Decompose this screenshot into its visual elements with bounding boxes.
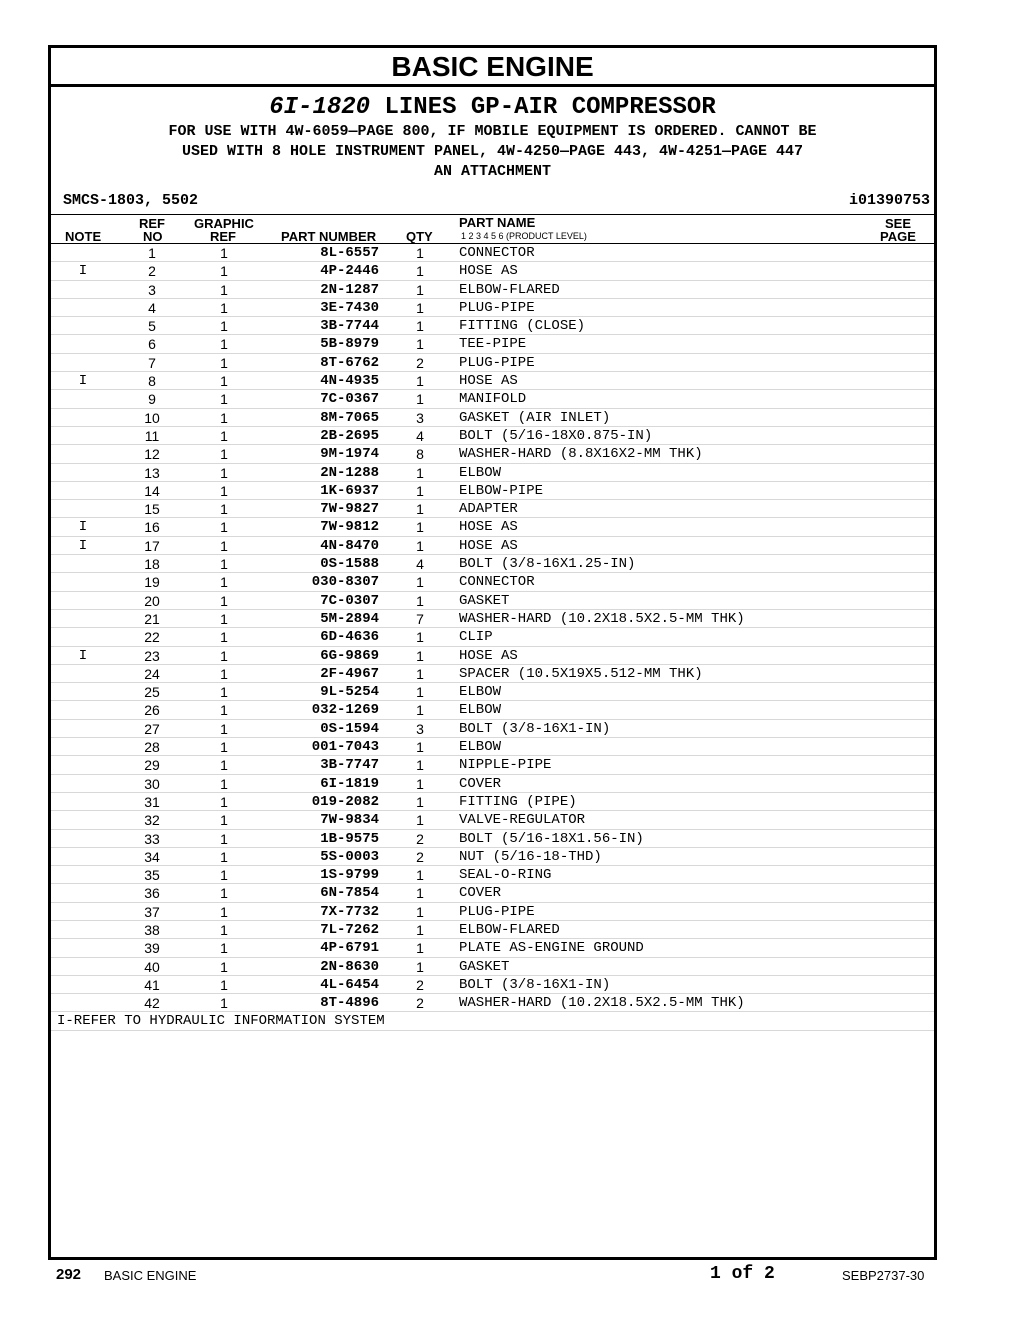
table-row xyxy=(51,738,934,756)
quantity: 3 xyxy=(416,409,424,426)
table-row xyxy=(51,482,934,500)
graphic-ref: 1 xyxy=(220,665,228,682)
footnote: I-REFER TO HYDRAULIC INFORMATION SYSTEM xyxy=(51,1012,934,1031)
quantity: 1 xyxy=(416,793,424,810)
table-row xyxy=(51,244,934,262)
table-row xyxy=(51,884,934,902)
part-number: 9M-1974 xyxy=(320,446,379,463)
table-row xyxy=(51,427,934,445)
ref-number: 8 xyxy=(148,373,156,390)
usage-description xyxy=(51,122,934,182)
table-row xyxy=(51,921,934,939)
part-name: HOSE AS xyxy=(459,373,518,390)
quantity: 3 xyxy=(416,720,424,737)
graphic-ref: 1 xyxy=(220,519,228,536)
graphic-ref: 1 xyxy=(220,684,228,701)
part-number: 6N-7854 xyxy=(320,885,379,902)
quantity: 1 xyxy=(416,921,424,938)
quantity: 1 xyxy=(416,885,424,902)
part-name: ELBOW-FLARED xyxy=(459,921,560,938)
part-name: CONNECTOR xyxy=(459,574,535,591)
part-name: FITTING (CLOSE) xyxy=(459,318,586,335)
graphic-ref: 1 xyxy=(220,610,228,627)
part-number: 7W-9827 xyxy=(320,501,379,518)
ref-number: 34 xyxy=(144,848,160,865)
ref-number: 13 xyxy=(144,464,160,481)
ref-number: 17 xyxy=(144,537,160,554)
parts-table xyxy=(51,244,934,1012)
quantity: 1 xyxy=(416,245,424,261)
quantity: 1 xyxy=(416,501,424,518)
ref-number: 10 xyxy=(144,409,160,426)
graphic-ref: 1 xyxy=(220,867,228,884)
table-row xyxy=(51,573,934,591)
table-row xyxy=(51,811,934,829)
part-number: 4N-8470 xyxy=(320,537,379,554)
graphic-ref: 1 xyxy=(220,592,228,609)
part-name: SPACER (10.5X19X5.512-MM THK) xyxy=(459,665,703,682)
quantity: 2 xyxy=(416,354,424,371)
table-row xyxy=(51,830,934,848)
part-name: COVER xyxy=(459,775,502,792)
smcs-code: SMCS-1803, 5502 xyxy=(63,192,199,209)
quantity: 1 xyxy=(416,958,424,975)
part-name: GASKET (AIR INLET) xyxy=(459,409,611,426)
part-name: ADAPTER xyxy=(459,501,518,518)
ref-number: 11 xyxy=(144,427,160,444)
graphic-ref: 1 xyxy=(220,629,228,646)
table-row xyxy=(51,701,934,719)
graphic-ref: 1 xyxy=(220,775,228,792)
table-row xyxy=(51,500,934,518)
ref-number: 24 xyxy=(144,665,160,682)
group-name: LINES GP-AIR COMPRESSOR xyxy=(370,94,716,121)
part-name: CLIP xyxy=(459,629,493,646)
part-number: 5S-0003 xyxy=(320,848,379,865)
note-marker: I xyxy=(78,647,88,664)
part-name: WASHER-HARD (10.2X18.5X2.5-MM THK) xyxy=(459,610,745,627)
description-line: FOR USE WITH 4W-6059—PAGE 800, IF MOBILE EQUIPMENT IS ORDERED. CANNOT BE xyxy=(168,123,817,140)
table-row xyxy=(51,445,934,463)
graphic-ref: 1 xyxy=(220,299,228,316)
ref-number: 27 xyxy=(144,720,160,737)
quantity: 1 xyxy=(416,665,424,682)
part-number: 1K-6937 xyxy=(320,482,379,499)
quantity: 1 xyxy=(416,812,424,829)
group-title xyxy=(51,94,934,122)
graphic-ref: 1 xyxy=(220,720,228,737)
section-banner: BASIC ENGINE xyxy=(51,48,934,87)
quantity: 1 xyxy=(416,867,424,884)
col-product-levels: 1 2 3 4 5 6 (PRODUCT LEVEL) xyxy=(461,231,587,241)
part-number: 4P-6791 xyxy=(320,940,379,957)
graphic-ref: 1 xyxy=(220,830,228,847)
table-row xyxy=(51,409,934,427)
part-name: HOSE AS xyxy=(459,537,518,554)
note-marker: I xyxy=(78,519,88,536)
graphic-ref: 1 xyxy=(220,995,228,1012)
part-name: HOSE AS xyxy=(459,263,518,280)
graphic-ref: 1 xyxy=(220,446,228,463)
table-row xyxy=(51,317,934,335)
graphic-ref: 1 xyxy=(220,373,228,390)
part-name: WASHER-HARD (8.8X16X2-MM THK) xyxy=(459,446,703,463)
document-id: SEBP2737-30 xyxy=(842,1268,925,1283)
ref-number: 5 xyxy=(148,318,156,335)
col-graphic-bottom: REF xyxy=(210,229,236,244)
part-number: 5M-2894 xyxy=(320,610,379,627)
part-name: HOSE AS xyxy=(459,519,518,536)
ref-number: 3 xyxy=(148,281,156,298)
part-name: ELBOW-FLARED xyxy=(459,281,560,298)
quantity: 1 xyxy=(416,281,424,298)
part-number: 9L-5254 xyxy=(320,684,379,701)
quantity: 1 xyxy=(416,537,424,554)
part-name: BOLT (5/16-18X0.875-IN) xyxy=(459,427,653,444)
part-name: PLATE AS-ENGINE GROUND xyxy=(459,940,644,957)
part-name: FITTING (PIPE) xyxy=(459,793,577,810)
table-row xyxy=(51,262,934,280)
part-name: NUT (5/16-18-THD) xyxy=(459,848,602,865)
quantity: 1 xyxy=(416,391,424,408)
description-line: AN ATTACHMENT xyxy=(433,163,552,180)
quantity: 1 xyxy=(416,757,424,774)
table-row xyxy=(51,683,934,701)
col-see-bottom: PAGE xyxy=(880,229,916,244)
table-row xyxy=(51,610,934,628)
table-row xyxy=(51,647,934,665)
quantity: 1 xyxy=(416,592,424,609)
graphic-ref: 1 xyxy=(220,976,228,993)
graphic-ref: 1 xyxy=(220,501,228,518)
ref-number: 19 xyxy=(144,574,160,591)
part-number: 8L-6557 xyxy=(320,245,379,261)
part-number: 7W-9812 xyxy=(320,519,379,536)
table-row xyxy=(51,464,934,482)
part-number: 001-7043 xyxy=(311,739,379,756)
ref-number: 9 xyxy=(148,391,156,408)
graphic-ref: 1 xyxy=(220,537,228,554)
graphic-ref: 1 xyxy=(220,958,228,975)
quantity: 1 xyxy=(416,775,424,792)
part-name: MANIFOLD xyxy=(459,391,527,408)
page-number: 292 xyxy=(56,1266,82,1283)
part-name: GASKET xyxy=(459,592,510,609)
part-name: VALVE-REGULATOR xyxy=(459,812,586,829)
part-number: 6G-9869 xyxy=(320,647,379,664)
part-name: ELBOW xyxy=(459,684,502,701)
part-number: 7X-7732 xyxy=(320,903,379,920)
ref-number: 31 xyxy=(144,793,160,810)
part-number: 032-1269 xyxy=(311,702,379,719)
part-name: PLUG-PIPE xyxy=(459,299,535,316)
part-number: 1B-9575 xyxy=(320,830,379,847)
col-qty: QTY xyxy=(406,229,433,244)
part-name: CONNECTOR xyxy=(459,245,535,261)
ref-number: 15 xyxy=(144,501,160,518)
part-number: 6D-4636 xyxy=(320,629,379,646)
part-name: BOLT (3/8-16X1-IN) xyxy=(459,976,611,993)
ref-number: 23 xyxy=(144,647,160,664)
part-name: SEAL-O-RING xyxy=(459,867,552,884)
ref-number: 38 xyxy=(144,921,160,938)
group-part-number: 6I-1820 xyxy=(269,94,371,121)
table-row xyxy=(51,372,934,390)
part-name: ELBOW xyxy=(459,464,502,481)
part-number: 3E-7430 xyxy=(320,299,379,316)
quantity: 1 xyxy=(416,318,424,335)
part-number: 4P-2446 xyxy=(320,263,379,280)
col-graphic-top: GRAPHIC xyxy=(194,216,254,231)
part-number: 4N-4935 xyxy=(320,373,379,390)
part-name: WASHER-HARD (10.2X18.5X2.5-MM THK) xyxy=(459,995,745,1012)
graphic-ref: 1 xyxy=(220,903,228,920)
quantity: 1 xyxy=(416,464,424,481)
ref-number: 22 xyxy=(144,629,160,646)
part-number: 2N-1288 xyxy=(320,464,379,481)
part-number: 3B-7744 xyxy=(320,318,379,335)
quantity: 7 xyxy=(416,610,424,627)
page-footer xyxy=(0,1264,1020,1288)
graphic-ref: 1 xyxy=(220,556,228,573)
ref-number: 32 xyxy=(144,812,160,829)
quantity: 1 xyxy=(416,299,424,316)
col-ref-top: REF xyxy=(139,216,165,231)
ref-number: 6 xyxy=(148,336,156,353)
table-row xyxy=(51,518,934,536)
table-row xyxy=(51,390,934,408)
quantity: 1 xyxy=(416,739,424,756)
graphic-ref: 1 xyxy=(220,281,228,298)
part-number: 2N-8630 xyxy=(320,958,379,975)
quantity: 1 xyxy=(416,629,424,646)
ref-number: 30 xyxy=(144,775,160,792)
note-marker: I xyxy=(78,263,88,280)
ref-number: 41 xyxy=(144,976,160,993)
ref-number: 40 xyxy=(144,958,160,975)
ref-number: 18 xyxy=(144,556,160,573)
ref-number: 20 xyxy=(144,592,160,609)
table-row xyxy=(51,866,934,884)
quantity: 1 xyxy=(416,519,424,536)
table-row xyxy=(51,537,934,555)
ref-number: 33 xyxy=(144,830,160,847)
quantity: 1 xyxy=(416,336,424,353)
ref-number: 36 xyxy=(144,885,160,902)
table-row xyxy=(51,793,934,811)
col-ref-bottom: NO xyxy=(143,229,163,244)
table-row xyxy=(51,335,934,353)
graphic-ref: 1 xyxy=(220,702,228,719)
col-part-number: PART NUMBER xyxy=(281,229,377,244)
part-name: HOSE AS xyxy=(459,647,518,664)
part-number: 030-8307 xyxy=(311,574,379,591)
quantity: 1 xyxy=(416,263,424,280)
graphic-ref: 1 xyxy=(220,336,228,353)
table-row xyxy=(51,628,934,646)
quantity: 2 xyxy=(416,830,424,847)
graphic-ref: 1 xyxy=(220,739,228,756)
table-row xyxy=(51,756,934,774)
table-row xyxy=(51,976,934,994)
part-name: BOLT (3/8-16X1.25-IN) xyxy=(459,556,636,573)
ref-number: 1 xyxy=(148,245,156,261)
quantity: 2 xyxy=(416,848,424,865)
graphic-ref: 1 xyxy=(220,354,228,371)
part-name: BOLT (5/16-18X1.56-IN) xyxy=(459,830,644,847)
table-row xyxy=(51,994,934,1012)
part-number: 0S-1594 xyxy=(320,720,379,737)
graphic-ref: 1 xyxy=(220,757,228,774)
description-line: USED WITH 8 HOLE INSTRUMENT PANEL, 4W-4250—PAGE 443, 4W-4251—PAGE 447 xyxy=(181,143,804,160)
table-row xyxy=(51,939,934,957)
quantity: 2 xyxy=(416,976,424,993)
col-part-name: PART NAME xyxy=(459,215,536,230)
quantity: 1 xyxy=(416,482,424,499)
ref-number: 16 xyxy=(144,519,160,536)
part-number: 2F-4967 xyxy=(320,665,379,682)
part-name: COVER xyxy=(459,885,502,902)
note-marker: I xyxy=(78,537,88,554)
part-name: PLUG-PIPE xyxy=(459,354,535,371)
graphic-ref: 1 xyxy=(220,482,228,499)
quantity: 4 xyxy=(416,556,424,573)
graphic-ref: 1 xyxy=(220,245,228,261)
quantity: 1 xyxy=(416,702,424,719)
ref-number: 21 xyxy=(144,610,160,627)
graphic-ref: 1 xyxy=(220,391,228,408)
part-name: TEE-PIPE xyxy=(459,336,527,353)
graphic-ref: 1 xyxy=(220,848,228,865)
table-row xyxy=(51,848,934,866)
part-number: 019-2082 xyxy=(311,793,379,810)
note-marker: I xyxy=(78,373,88,390)
part-number: 4L-6454 xyxy=(320,976,379,993)
part-name: ELBOW xyxy=(459,739,502,756)
sheet-indicator: 1 of 2 xyxy=(710,1264,775,1284)
ref-number: 35 xyxy=(144,867,160,884)
ref-number: 4 xyxy=(148,299,156,316)
part-name: ELBOW xyxy=(459,702,502,719)
table-row xyxy=(51,555,934,573)
graphic-ref: 1 xyxy=(220,812,228,829)
footer-section: BASIC ENGINE xyxy=(104,1268,197,1283)
table-row xyxy=(51,958,934,976)
quantity: 1 xyxy=(416,373,424,390)
ref-number: 12 xyxy=(144,446,160,463)
part-number: 8T-6762 xyxy=(320,354,379,371)
graphic-ref: 1 xyxy=(220,318,228,335)
table-row xyxy=(51,720,934,738)
table-row xyxy=(51,775,934,793)
table-row xyxy=(51,299,934,317)
part-number: 1S-9799 xyxy=(320,867,379,884)
part-number: 2B-2695 xyxy=(320,427,379,444)
ref-number: 39 xyxy=(144,940,160,957)
illustration-id: i01390753 xyxy=(848,192,930,209)
quantity: 1 xyxy=(416,684,424,701)
graphic-ref: 1 xyxy=(220,464,228,481)
ref-number: 37 xyxy=(144,903,160,920)
quantity: 1 xyxy=(416,647,424,664)
col-note: NOTE xyxy=(65,229,102,244)
page-frame xyxy=(48,45,937,1260)
graphic-ref: 1 xyxy=(220,409,228,426)
table-row xyxy=(51,592,934,610)
table-row xyxy=(51,354,934,372)
part-number: 8M-7065 xyxy=(320,409,379,426)
graphic-ref: 1 xyxy=(220,885,228,902)
ref-number: 7 xyxy=(148,354,156,371)
part-number: 5B-8979 xyxy=(320,336,379,353)
graphic-ref: 1 xyxy=(220,574,228,591)
part-number: 7L-7262 xyxy=(320,921,379,938)
part-number: 7C-0367 xyxy=(320,391,379,408)
table-row xyxy=(51,281,934,299)
graphic-ref: 1 xyxy=(220,921,228,938)
part-name: NIPPLE-PIPE xyxy=(459,757,552,774)
quantity: 1 xyxy=(416,940,424,957)
graphic-ref: 1 xyxy=(220,647,228,664)
ref-number: 28 xyxy=(144,739,160,756)
quantity: 1 xyxy=(416,903,424,920)
part-name: ELBOW-PIPE xyxy=(459,482,544,499)
part-number: 7C-0307 xyxy=(320,592,379,609)
graphic-ref: 1 xyxy=(220,263,228,280)
smcs-row xyxy=(51,190,934,215)
graphic-ref: 1 xyxy=(220,427,228,444)
quantity: 1 xyxy=(416,574,424,591)
table-row xyxy=(51,665,934,683)
quantity: 4 xyxy=(416,427,424,444)
column-header xyxy=(51,215,934,244)
part-number: 7W-9834 xyxy=(320,812,379,829)
part-name: PLUG-PIPE xyxy=(459,903,535,920)
ref-number: 14 xyxy=(144,482,160,499)
ref-number: 29 xyxy=(144,757,160,774)
part-number: 3B-7747 xyxy=(320,757,379,774)
table-row xyxy=(51,903,934,921)
ref-number: 25 xyxy=(144,684,160,701)
part-number: 2N-1287 xyxy=(320,281,379,298)
graphic-ref: 1 xyxy=(220,793,228,810)
graphic-ref: 1 xyxy=(220,940,228,957)
ref-number: 42 xyxy=(144,995,160,1012)
quantity: 8 xyxy=(416,446,424,463)
ref-number: 26 xyxy=(144,702,160,719)
part-name: BOLT (3/8-16X1-IN) xyxy=(459,720,611,737)
col-see-top: SEE xyxy=(885,216,912,231)
part-number: 8T-4896 xyxy=(320,995,379,1012)
ref-number: 2 xyxy=(148,263,156,280)
part-number: 0S-1588 xyxy=(320,556,379,573)
part-name: GASKET xyxy=(459,958,510,975)
quantity: 2 xyxy=(416,995,424,1012)
part-number: 6I-1819 xyxy=(320,775,379,792)
